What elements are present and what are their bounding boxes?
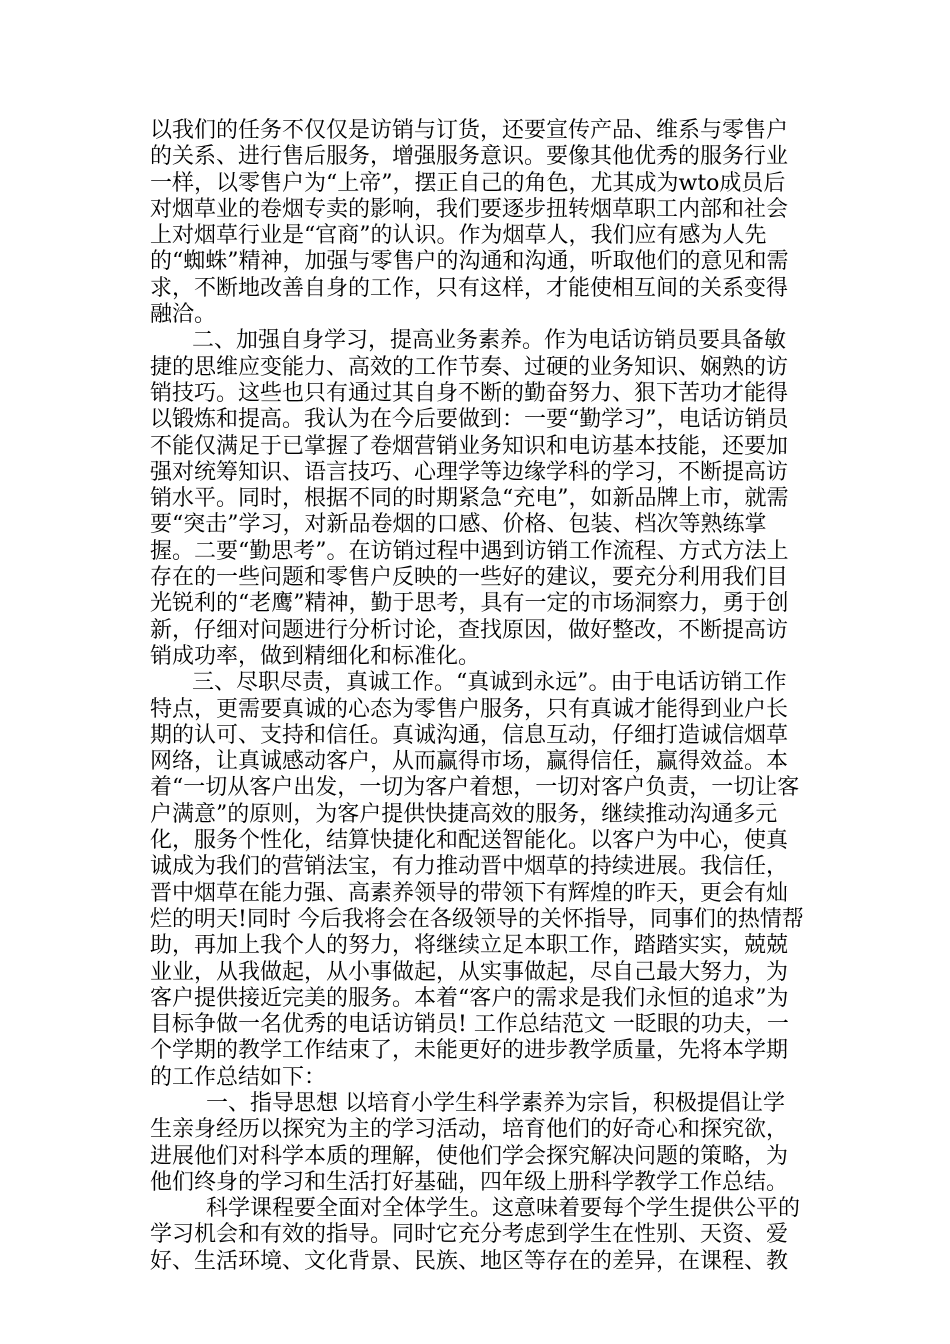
paragraph-2: 二、加强自身学习，提高业务素养。作为电话访销员要具备敏捷的思维应变能力、高效的工作节奏、过硬的业务知识、娴熟的访销技巧。这些也只有通过其自身不断的勤奋努力、狠下苦功才能得以锻炼和提高。我认为在今后要做到：一要“勤学习”，电话访销员不能仅满足于已掌握了卷烟营销业务知识和电访基本技能，还要加强对统筹知识、语言技巧、心理学等边缘学科的学习，不断提高访销水平。同时，根据不同的时期紧急“充电”，如新品牌上市，就需要“突击”学习，对新品卷烟的口感、价格、包装、档次等熟练掌握。二要“勤思考”。在访销过程中遇到访销工作流程、方式方法上存在的一些问题和零售户反映的一些好的建议，要充分利用我们目光锐利的“老鹰”精神，勤于思考，具有一定的市场洞察力，勇于创新，仔细对问题进行分析讨论，查找原因，做好整改，不断提高访销成功率，做到精细化和标准化。 <box>150 328 789 669</box>
document-page <box>150 118 806 1275</box>
paragraph-3: 三、尽职尽责，真诚工作。“真诚到永远”。由于电话访销工作特点，更需要真诚的心态为零售户服务，只有真诚才能得到业户长期的认可、支持和信任。真诚沟通，信息互动，仔细打造诚信烟草网络，让真诚感动客户，从而赢得市场，赢得信任，赢得效益。本着“一切从客户出发，一切为客户着想，一切对客户负责，一切让客户满意”的原则，为客户提供快捷高效的服务，继续推动沟通多元化，服务个性化，结算快捷化和配送智能化。以客户为中心，使真诚成为我们的营销法宝，有力推动晋中烟草的持续进展。我信任，晋中烟草在能力强、高素养领导的带领下有辉煌的昨天，更会有灿烂的明天!同时 今后我将会在各级领导的关怀指导，同事们的热情帮助，再加上我个人的努力，将继续立足本职工作，踏踏实实，兢兢业业，从我做起，从小事做起，从实事做起，尽自己最大努力，为客户提供接近完美的服务。本着“客户的需求是我们永恒的追求”为目标争做一名优秀的电话访销员! 工作总结范文 一眨眼的功夫，一个学期的教学工作结束了，未能更好的进步教学质量，先将本学期的工作总结如下： <box>150 670 804 1090</box>
paragraph-4: 一、指导思想 以培育小学生科学素养为宗旨，积极提倡让学生亲身经历以探究为主的学习活动，培育他们的好奇心和探究欲，进展他们对科学本质的理解，使他们学会探究解决问题的策略，为他们终身的学习和生活打好基础，四年级上册科学教学工作总结。 <box>150 1090 789 1195</box>
paragraph-5: 科学课程要全面对全体学生。这意味着要每个学生提供公平的学习机会和有效的指导。同时它充分考虑到学生在性别、天资、爱好、生活环境、文化背景、民族、地区等存在的差异，在课程、教 <box>150 1196 800 1274</box>
paragraph-1: 以我们的任务不仅仅是访销与订货，还要宣传产品、维系与零售户的关系、进行售后服务，增强服务意识。要像其他优秀的服务行业一样，以零售户为“上帝”，摆正自己的角色，尤其成为wto成员后对烟草业的卷烟专卖的影响，我们要逐步扭转烟草职工内部和社会上对烟草行业是“官商”的认识。作为烟草人，我们应有感为人先的“蜘蛛”精神，加强与零售户的沟通和沟通，听取他们的意见和需求，不断地改善自身的工作，只有这样，才能使相互间的关系变得融洽。 <box>150 118 789 328</box>
